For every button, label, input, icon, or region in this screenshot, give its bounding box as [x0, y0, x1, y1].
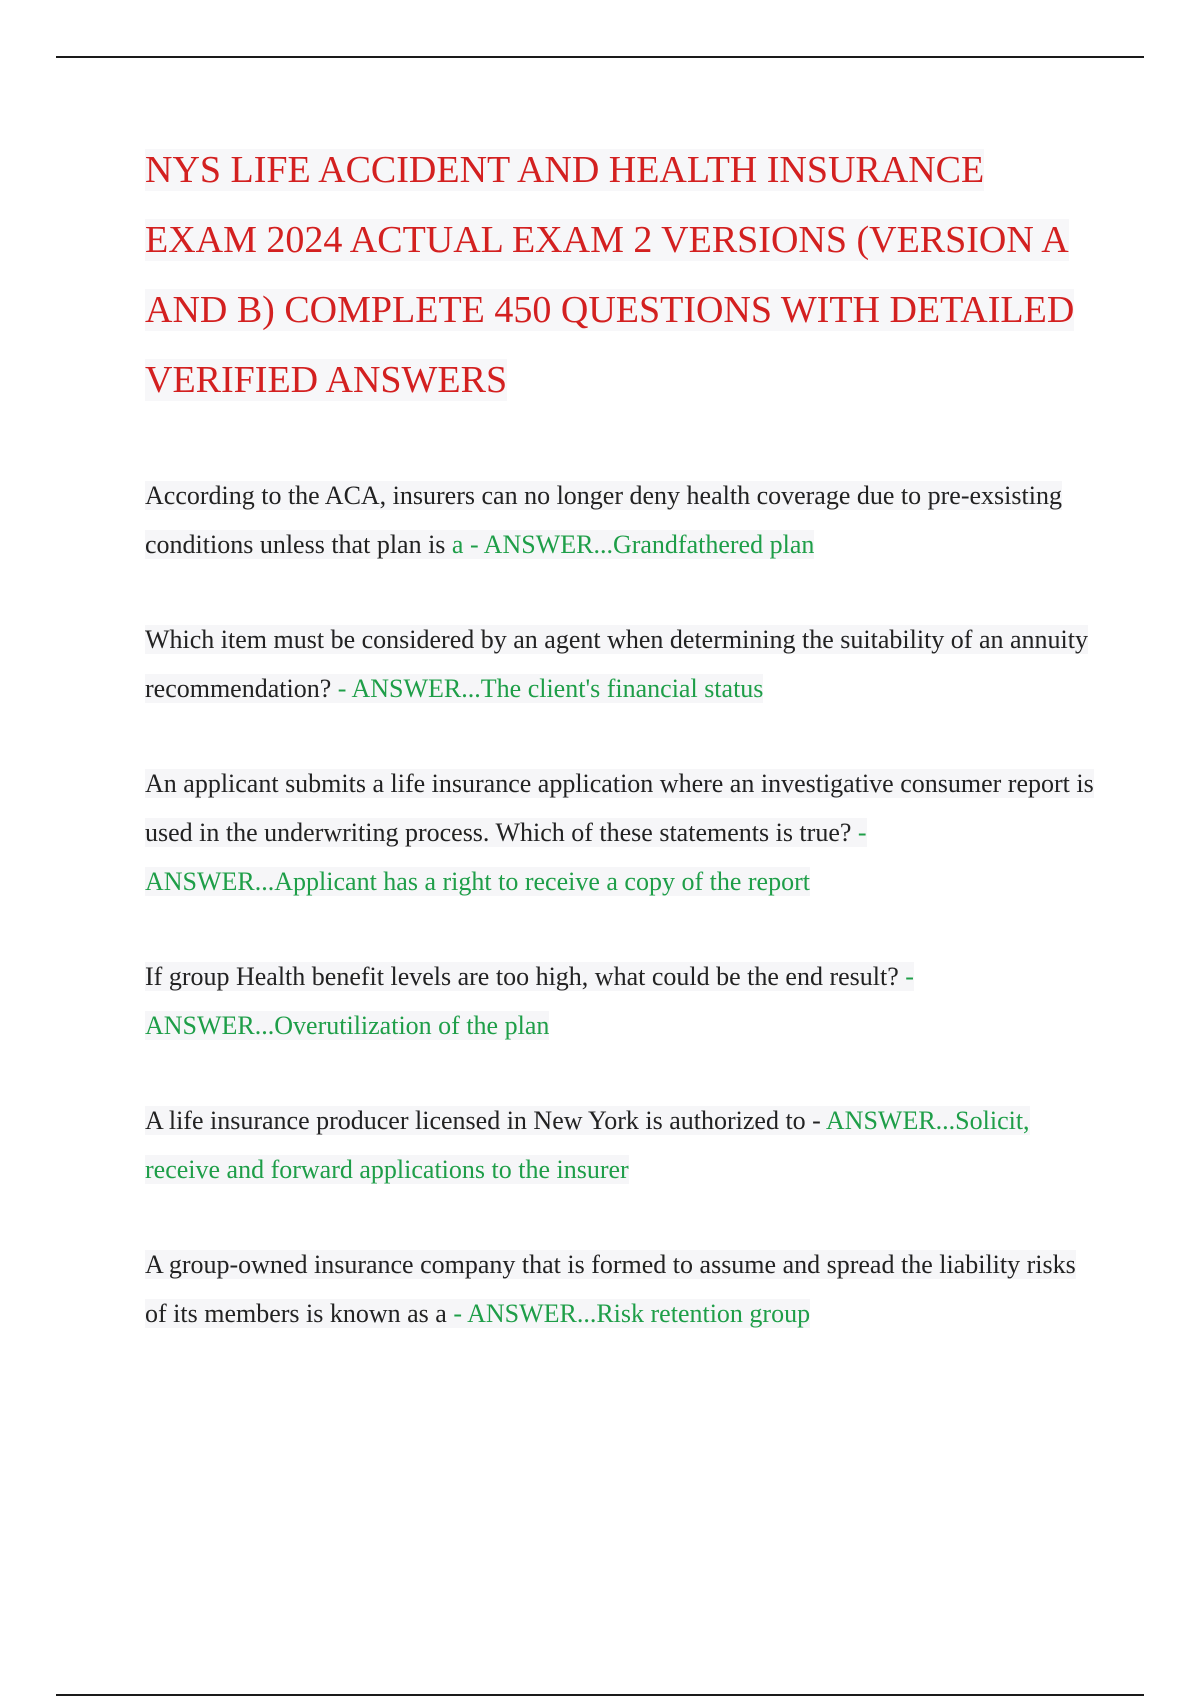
question-text: An applicant submits a life insurance application where an investigative consumer report is used in the underwriting process. Which of these statements is true?	[145, 769, 1094, 847]
answer-text: - ANSWER...The client's financial status	[337, 674, 764, 703]
question-text: If group Health benefit levels are too high, what could be the end result?	[145, 962, 906, 991]
question-text: According to the ACA, insurers can no longer deny health coverage due to pre-exsisting conditions unless that plan is	[145, 481, 1062, 559]
qa-item	[145, 952, 1095, 1050]
qa-item	[145, 1096, 1095, 1194]
answer-text: - ANSWER...Overutilization of the plan	[145, 962, 914, 1040]
qa-item	[145, 1240, 1095, 1338]
question-text: Which item must be considered by an agent when determining the suitability of an annuity recommendation?	[145, 625, 1088, 703]
answer-text: - ANSWER...Applicant has a right to receive a copy of the report	[145, 818, 867, 896]
document-body	[145, 135, 1095, 1384]
qa-item	[145, 615, 1095, 713]
qa-item	[145, 471, 1095, 569]
document-title	[145, 135, 1095, 415]
question-text: A group-owned insurance company that is formed to assume and spread the liability risks of its members is known as a	[145, 1250, 1076, 1328]
answer-text: a - ANSWER...Grandfathered plan	[451, 530, 815, 559]
document-title-text: NYS LIFE ACCIDENT AND HEALTH INSURANCE EXAM 2024 ACTUAL EXAM 2 VERSIONS (VERSION A AND B) COMPLETE 450 QUESTIONS WITH DETAILED VERIFIED ANSWERS	[145, 149, 1075, 401]
answer-text: - ANSWER...Risk retention group	[453, 1299, 811, 1328]
answer-text: ANSWER...Solicit, receive and forward applications to the insurer	[145, 1106, 1030, 1184]
bottom-rule	[56, 1694, 1144, 1696]
qa-item	[145, 759, 1095, 906]
top-rule	[56, 56, 1144, 58]
question-text: A life insurance producer licensed in New York is authorized to -	[145, 1106, 826, 1135]
